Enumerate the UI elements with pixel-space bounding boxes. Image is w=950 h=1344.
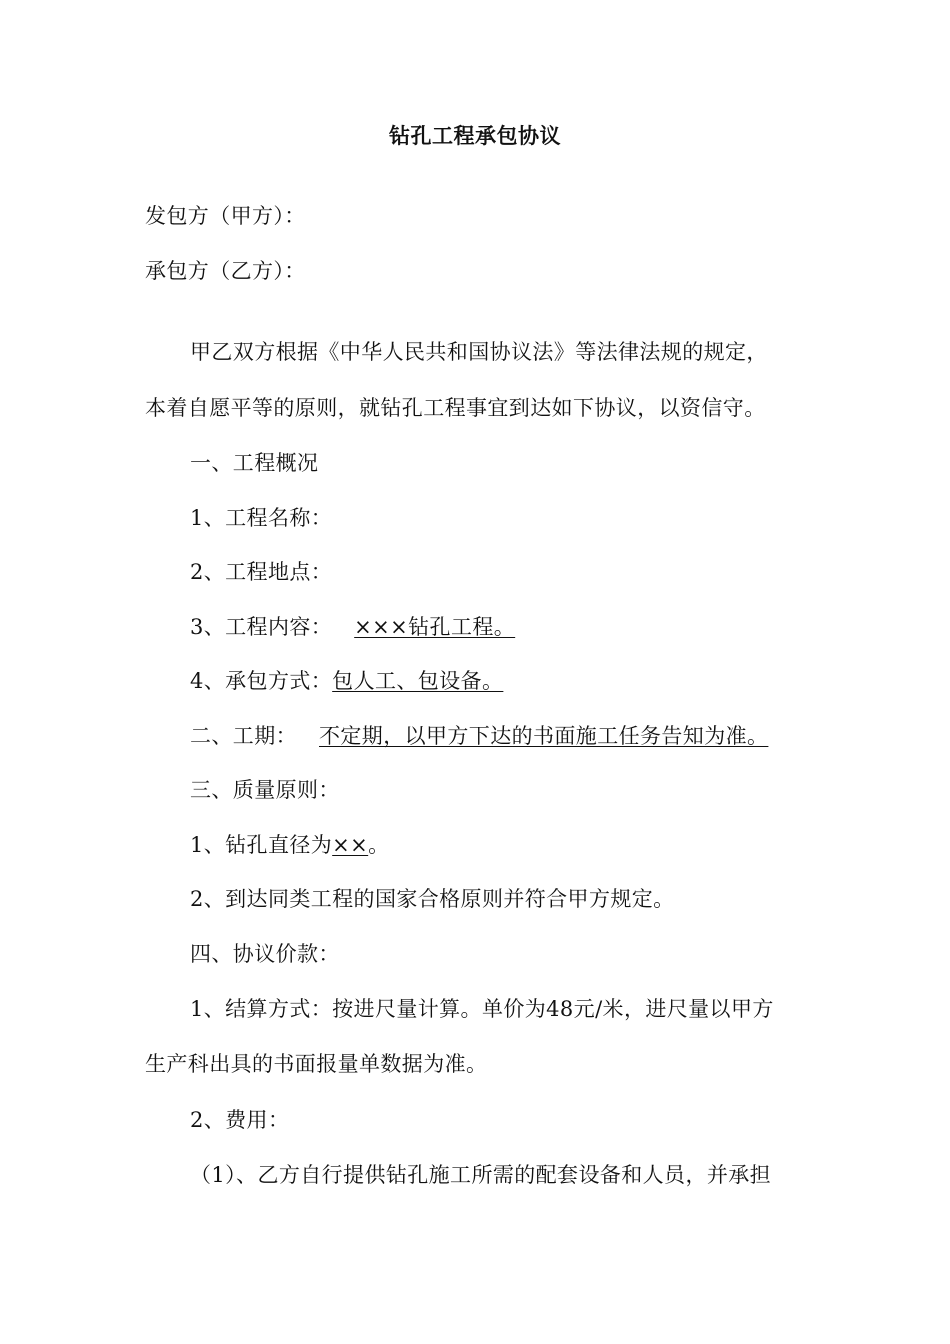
project-name-line: 1、工程名称： xyxy=(190,506,333,530)
project-location-line: 2、工程地点： xyxy=(190,560,333,584)
drill-diameter-end: 。 xyxy=(368,833,390,857)
fees-heading-line: 2、费用： xyxy=(190,1108,290,1132)
document-title: 钻孔工程承包协议 xyxy=(389,123,561,148)
section-3-heading: 三、质量原则： xyxy=(190,778,340,802)
drill-diameter-value: ×× xyxy=(332,833,369,857)
drill-diameter-label: 1、钻孔直径为 xyxy=(190,833,333,857)
project-content-line xyxy=(190,612,515,642)
contract-mode-value: 包人工、包设备。 xyxy=(332,669,504,693)
schedule-value: 不定期，以甲方下达的书面施工任务告知为准。 xyxy=(319,724,769,748)
drill-diameter-line xyxy=(190,830,390,860)
contract-mode-line xyxy=(190,666,503,696)
quality-standard-line: 2、到达同类工程的国家合格原则并符合甲方规定。 xyxy=(190,887,675,911)
project-content-label: 3、工程内容： xyxy=(190,615,333,639)
contract-mode-label: 4、承包方式： xyxy=(190,669,333,693)
party-a-line: 发包方（甲方）： xyxy=(145,204,306,228)
fees-sub-item-1-line: （1）、乙方自行提供钻孔施工所需的配套设备和人员，并承担 xyxy=(190,1163,772,1187)
section-4-heading: 四、协议价款： xyxy=(190,942,340,966)
schedule-label: 二、工期： xyxy=(190,724,297,748)
section-1-heading: 一、工程概况 xyxy=(190,451,319,475)
section-2-schedule-line xyxy=(190,721,768,751)
project-content-value: ×××钻孔工程。 xyxy=(354,615,516,639)
settlement-line-2: 生产科出具的书面报量单数据为准。 xyxy=(145,1052,488,1076)
intro-paragraph-line-2: 本着自愿平等的原则，就钻孔工程事宜到达如下协议，以资信守。 xyxy=(145,396,766,420)
intro-paragraph-line-1: 甲乙双方根据《中华人民共和国协议法》等法律法规的规定， xyxy=(190,340,768,364)
settlement-line-1: 1、结算方式：按进尺量计算。单价为48元/米，进尺量以甲方 xyxy=(190,997,774,1021)
party-b-line: 承包方（乙方）： xyxy=(145,259,306,283)
